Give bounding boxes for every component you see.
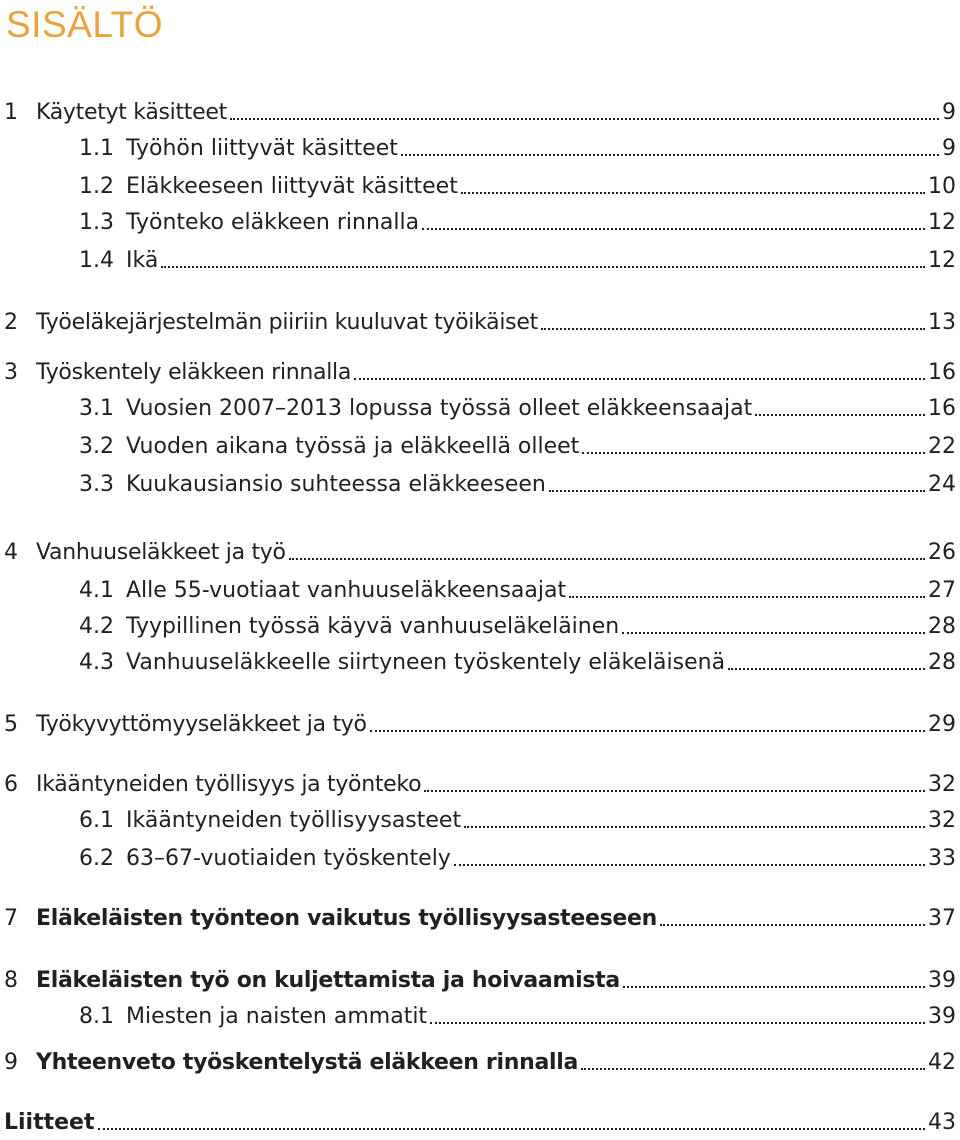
toc-entry-page-number: 16	[928, 395, 956, 421]
toc-entry-label: Miesten ja naisten ammatit	[126, 1003, 428, 1029]
toc-entry-label: Alle 55-vuotiaat vanhuuseläkkeensaajat	[126, 577, 567, 603]
toc-entry-page-number: 39	[928, 1003, 956, 1029]
toc-entry-number: 4.3	[79, 649, 114, 675]
toc-entry-label: Työkyvyttömyyseläkkeet ja työ	[36, 711, 367, 737]
toc-entry-number: 3.2	[79, 433, 114, 459]
dot-leader	[401, 154, 939, 156]
toc-entry-number: 6.2	[79, 845, 114, 871]
toc-entry-number: 1	[4, 99, 18, 125]
toc-entry-label: Vanhuuseläkkeelle siirtyneen työskentely eläkeläisenä	[126, 649, 726, 675]
dot-leader	[569, 596, 925, 598]
dot-leader	[660, 924, 925, 926]
toc-entry-page-number: 29	[928, 711, 956, 737]
toc-entry[interactable]	[0, 130, 956, 166]
toc-entry-page-number: 22	[928, 433, 956, 459]
toc-entry[interactable]	[0, 962, 956, 998]
toc-entry-label: Liitteet	[4, 1109, 95, 1135]
toc-entry-page-number: 24	[928, 471, 956, 497]
toc-entry-page-number: 33	[928, 845, 956, 871]
toc-entry[interactable]	[0, 998, 956, 1034]
toc-entry-label: Kuukausiansio suhteessa eläkkeeseen	[126, 471, 546, 497]
toc-entry-label: Eläkeläisten työ on kuljettamista ja hoivaamista	[36, 967, 620, 993]
toc-entry-number: 1.2	[79, 173, 114, 199]
toc-entry-page-number: 42	[928, 1049, 956, 1075]
toc-entry-number: 4	[4, 539, 18, 565]
toc-entry[interactable]	[0, 242, 956, 278]
toc-entry[interactable]	[0, 390, 956, 426]
toc-entry[interactable]	[0, 706, 956, 742]
toc-entry-label: Vanhuuseläkkeet ja työ	[36, 539, 286, 565]
dot-leader	[161, 266, 925, 268]
toc-entry-label: Ikä	[126, 247, 159, 273]
dot-leader	[98, 1128, 926, 1130]
toc-entry-label: Vuoden aikana työssä ja eläkkeellä olleet	[126, 433, 580, 459]
toc-entry-label: Tyypillinen työssä käyvä vanhuuseläkeläinen	[126, 613, 620, 639]
toc-entry-page-number: 37	[928, 905, 956, 931]
dot-leader	[354, 378, 925, 380]
dot-leader	[622, 632, 925, 634]
toc-entry[interactable]	[0, 534, 956, 570]
dot-leader	[454, 864, 925, 866]
page-title: SISÄLTÖ	[6, 4, 164, 45]
dot-leader	[430, 1022, 925, 1024]
toc-entry-page-number: 27	[928, 577, 956, 603]
toc-entry-page-number: 32	[928, 807, 956, 833]
dot-leader	[581, 1068, 925, 1070]
toc-entry-page-number: 39	[928, 967, 956, 993]
dot-leader	[422, 228, 925, 230]
toc-entry[interactable]	[0, 1044, 956, 1080]
toc-entry-label: Yhteenveto työskentelystä eläkkeen rinnalla	[36, 1049, 579, 1075]
toc-entry-number: 9	[4, 1049, 18, 1075]
dot-leader	[541, 328, 925, 330]
toc-entry-label: Käytetyt käsitteet	[36, 99, 227, 125]
dot-leader	[424, 790, 925, 792]
toc-entry-page-number: 28	[928, 649, 956, 675]
dot-leader	[230, 118, 939, 120]
toc-entry-label: 63–67-vuotiaiden työskentely	[126, 845, 451, 871]
toc-entry-label: Vuosien 2007–2013 lopussa työssä olleet eläkkeensaajat	[126, 395, 753, 421]
toc-entry-number: 2	[4, 309, 18, 335]
dot-leader	[461, 192, 925, 194]
toc-entry[interactable]	[0, 802, 956, 838]
toc-entry[interactable]	[0, 204, 956, 240]
toc-entry[interactable]	[0, 168, 956, 204]
toc-entry-page-number: 13	[928, 309, 956, 335]
toc-entry-number: 4.1	[79, 577, 114, 603]
toc-entry-number: 6.1	[79, 807, 114, 833]
toc-entry-page-number: 26	[928, 539, 956, 565]
toc-entry-number: 4.2	[79, 613, 114, 639]
toc-entry-number: 5	[4, 711, 18, 737]
toc-entry[interactable]	[0, 644, 956, 680]
toc-entry-page-number: 10	[928, 173, 956, 199]
toc-entry-page-number: 32	[928, 771, 956, 797]
toc-entry-page-number: 16	[928, 359, 956, 385]
toc-entry[interactable]	[0, 304, 956, 340]
toc-entry-page-number: 43	[928, 1109, 956, 1135]
toc-entry-number: 3	[4, 359, 18, 385]
toc-entry-page-number: 9	[942, 99, 956, 125]
toc-entry-label: Työskentely eläkkeen rinnalla	[36, 359, 352, 385]
dot-leader	[370, 730, 925, 732]
toc-entry[interactable]	[0, 1104, 956, 1140]
dot-leader	[582, 452, 925, 454]
toc-entry-page-number: 12	[928, 209, 956, 235]
dot-leader	[623, 986, 925, 988]
toc-entry-label: Työnteko eläkkeen rinnalla	[126, 209, 420, 235]
dot-leader	[464, 826, 925, 828]
toc-entry-number: 3.1	[79, 395, 114, 421]
toc-entry[interactable]	[0, 466, 956, 502]
toc-entry[interactable]	[0, 840, 956, 876]
toc-entry-number: 1.3	[79, 209, 114, 235]
toc-entry-number: 7	[4, 905, 18, 931]
toc-entry-label: Ikääntyneiden työllisyys ja työnteko	[36, 771, 422, 797]
toc-entry-page-number: 9	[942, 135, 956, 161]
dot-leader	[549, 490, 925, 492]
dot-leader	[728, 668, 925, 670]
toc-entry-number: 8.1	[79, 1003, 114, 1029]
toc-entry-page-number: 28	[928, 613, 956, 639]
toc-entry[interactable]	[0, 572, 956, 608]
toc-entry[interactable]	[0, 766, 956, 802]
toc-entry[interactable]	[0, 900, 956, 936]
toc-entry-label: Ikääntyneiden työllisyysasteet	[126, 807, 462, 833]
dot-leader	[755, 414, 925, 416]
toc-entry-number: 6	[4, 771, 18, 797]
toc-entry-label: Työhön liittyvät käsitteet	[126, 135, 398, 161]
toc-entry-page-number: 12	[928, 247, 956, 273]
toc-entry-number: 8	[4, 967, 18, 993]
toc-entry[interactable]	[0, 354, 956, 390]
toc-entry[interactable]	[0, 94, 956, 130]
toc-entry-label: Eläkeläisten työnteon vaikutus työllisyysasteeseen	[36, 905, 657, 931]
toc-entry[interactable]	[0, 608, 956, 644]
toc-entry[interactable]	[0, 428, 956, 464]
toc-entry-number: 1.1	[79, 135, 114, 161]
toc-entry-label: Työeläkejärjestelmän piiriin kuuluvat työikäiset	[36, 309, 538, 335]
toc-entry-number: 1.4	[79, 247, 114, 273]
dot-leader	[289, 558, 925, 560]
toc-entry-label: Eläkkeeseen liittyvät käsitteet	[126, 173, 458, 199]
toc-entry-number: 3.3	[79, 471, 114, 497]
